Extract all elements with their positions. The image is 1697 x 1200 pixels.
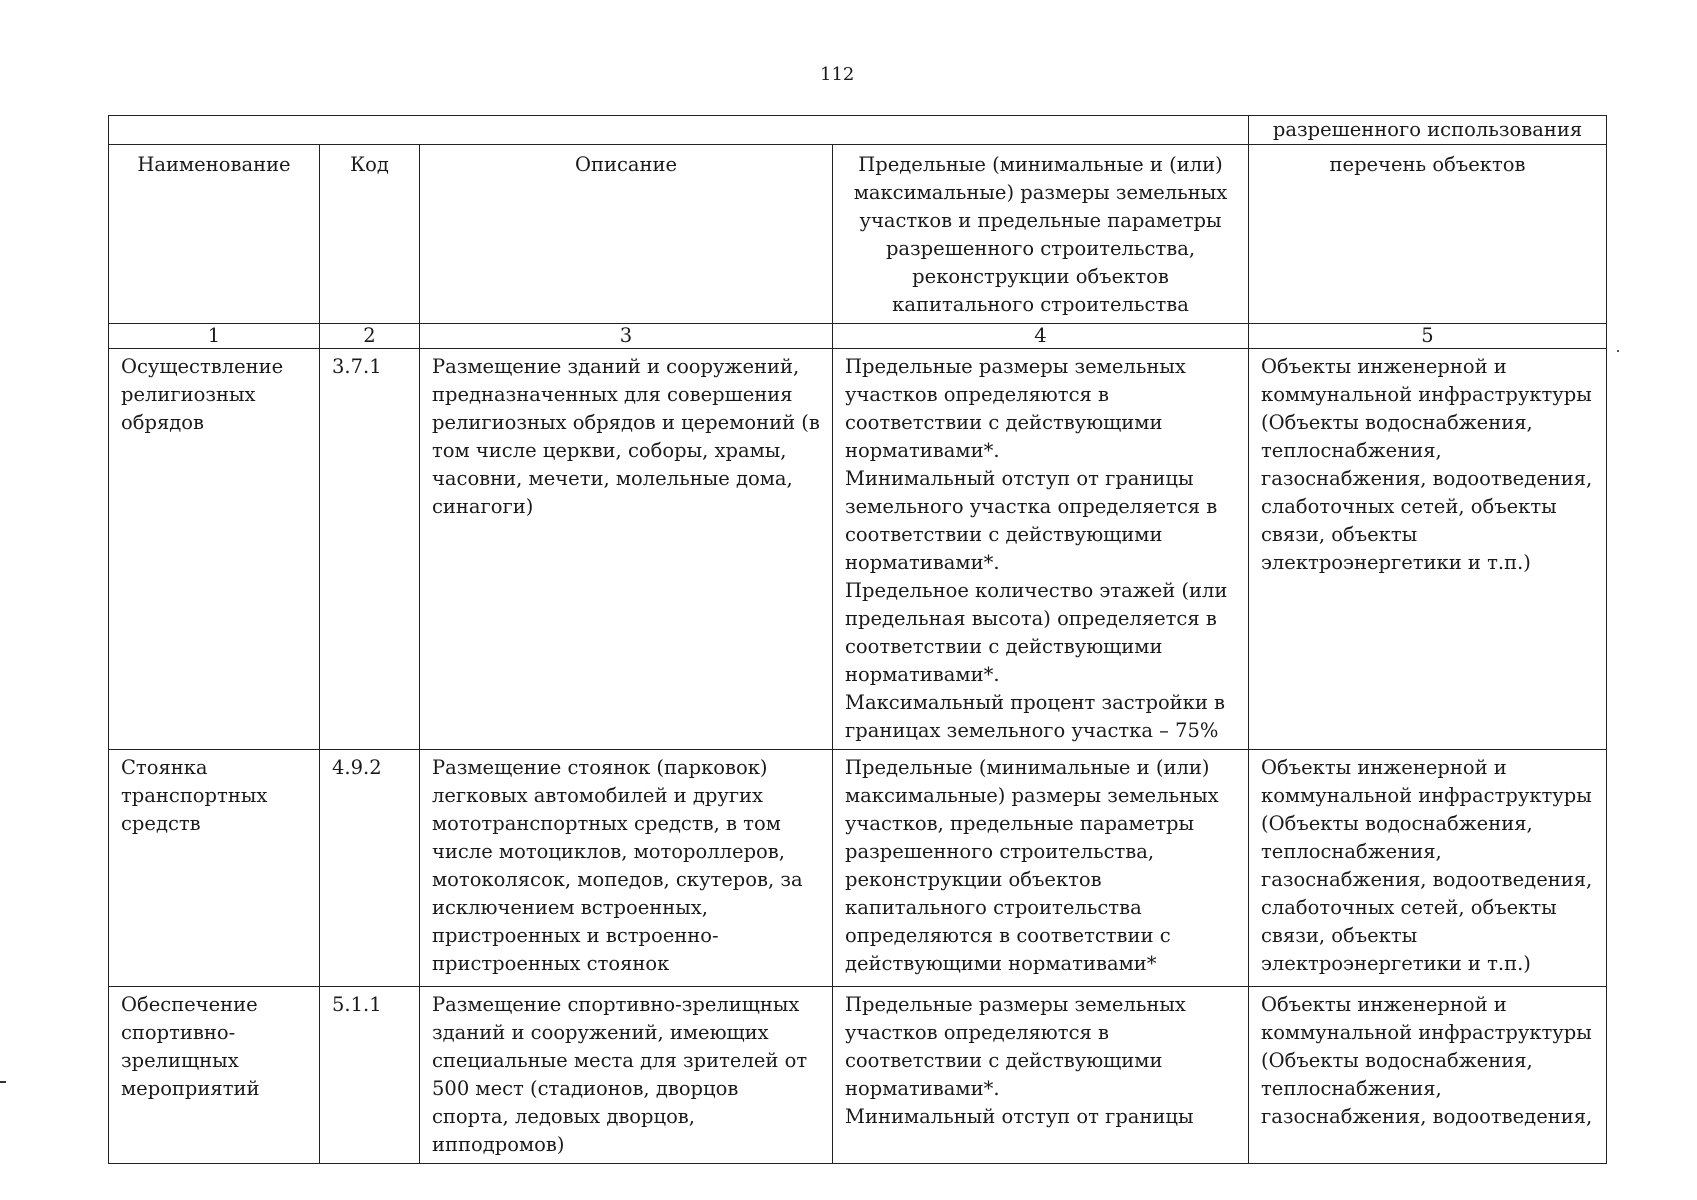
column-number: 2	[320, 324, 420, 349]
row-description: Размещение спортивно-зрелищных зданий и сооружений, имеющих специальные места для зрителей от 500 мест (стадионов, дворцов спорта, ледовых дворцов, ипподромов)	[420, 987, 833, 1164]
page-number: 112	[820, 64, 855, 85]
row-params	[833, 349, 1249, 750]
header-params: Предельные (минимальные и (или) максимальные) размеры земельных участков и предельные параметры разрешенного строительства, реконструкции объектов капитального строительства	[833, 145, 1249, 324]
column-number: 4	[833, 324, 1249, 349]
param-line: Предельные размеры земельных участков определяются в соответствии с действующими нормативами*.	[845, 355, 1186, 462]
row-name: Осуществление религиозных обрядов	[109, 349, 320, 750]
table-row	[109, 349, 1607, 750]
param-line: Минимальный отступ от границы земельного участка определяется в соответствии с действующими нормативами*.	[845, 467, 1218, 574]
scan-mark	[0, 1081, 6, 1083]
param-line: Предельные (минимальные и (или) максимальные) размеры земельных участков, предельные параметры разрешенного строительства, реконструкции объектов капитального строительства определяются в соответствии с действующими нормативами*	[845, 756, 1219, 975]
regulations-table	[108, 115, 1607, 1164]
row-params	[833, 987, 1249, 1164]
row-objects: Объекты инженерной и коммунальной инфраструктуры (Объекты водоснабжения, теплоснабжения, газоснабжения, водоотведения, слаботочных сетей, объекты связи, объекты электроэнергетики и т.п.)	[1249, 750, 1607, 987]
param-line: Минимальный отступ от границы	[845, 1105, 1194, 1128]
column-number: 3	[420, 324, 833, 349]
header-code: Код	[320, 145, 420, 324]
column-number: 1	[109, 324, 320, 349]
column-number-row	[109, 324, 1607, 349]
continuation-header-row	[109, 116, 1607, 145]
row-name: Стоянка транспортных средств	[109, 750, 320, 987]
scan-speck	[1617, 350, 1619, 352]
header-name: Наименование	[109, 145, 320, 324]
param-line: Предельное количество этажей (или предельная высота) определяется в соответствии с действующими нормативами*.	[845, 579, 1228, 686]
column-number: 5	[1249, 324, 1607, 349]
header-description: Описание	[420, 145, 833, 324]
row-name: Обеспечение спортивно-зрелищных мероприятий	[109, 987, 320, 1164]
header-objects: перечень объектов	[1249, 145, 1607, 324]
row-code: 3.7.1	[320, 349, 420, 750]
row-description: Размещение стоянок (парковок) легковых автомобилей и других мототранспортных средств, в том числе мотоциклов, мотороллеров, мотоколясок, мопедов, скутеров, за исключением встроенных, пристроенных и встроенно-пристроенных стоянок	[420, 750, 833, 987]
header-row	[109, 145, 1607, 324]
param-line: Максимальный процент застройки в границах земельного участка – 75%	[845, 691, 1226, 742]
row-params	[833, 750, 1249, 987]
row-code: 5.1.1	[320, 987, 420, 1164]
table-row	[109, 987, 1607, 1164]
row-code: 4.9.2	[320, 750, 420, 987]
land-use-table	[108, 115, 1606, 1164]
row-objects: Объекты инженерной и коммунальной инфраструктуры (Объекты водоснабжения, теплоснабжения, газоснабжения, водоотведения,	[1249, 987, 1607, 1164]
continuation-header-text: разрешенного использования	[1249, 116, 1607, 145]
row-description: Размещение зданий и сооружений, предназначенных для совершения религиозных обрядов и церемоний (в том числе церкви, соборы, храмы, часовни, мечети, молельные дома, синагоги)	[420, 349, 833, 750]
continuation-header-blank	[109, 116, 1249, 145]
row-objects: Объекты инженерной и коммунальной инфраструктуры (Объекты водоснабжения, теплоснабжения, газоснабжения, водоотведения, слаботочных сетей, объекты связи, объекты электроэнергетики и т.п.)	[1249, 349, 1607, 750]
table-row	[109, 750, 1607, 987]
param-line: Предельные размеры земельных участков определяются в соответствии с действующими нормативами*.	[845, 993, 1186, 1100]
